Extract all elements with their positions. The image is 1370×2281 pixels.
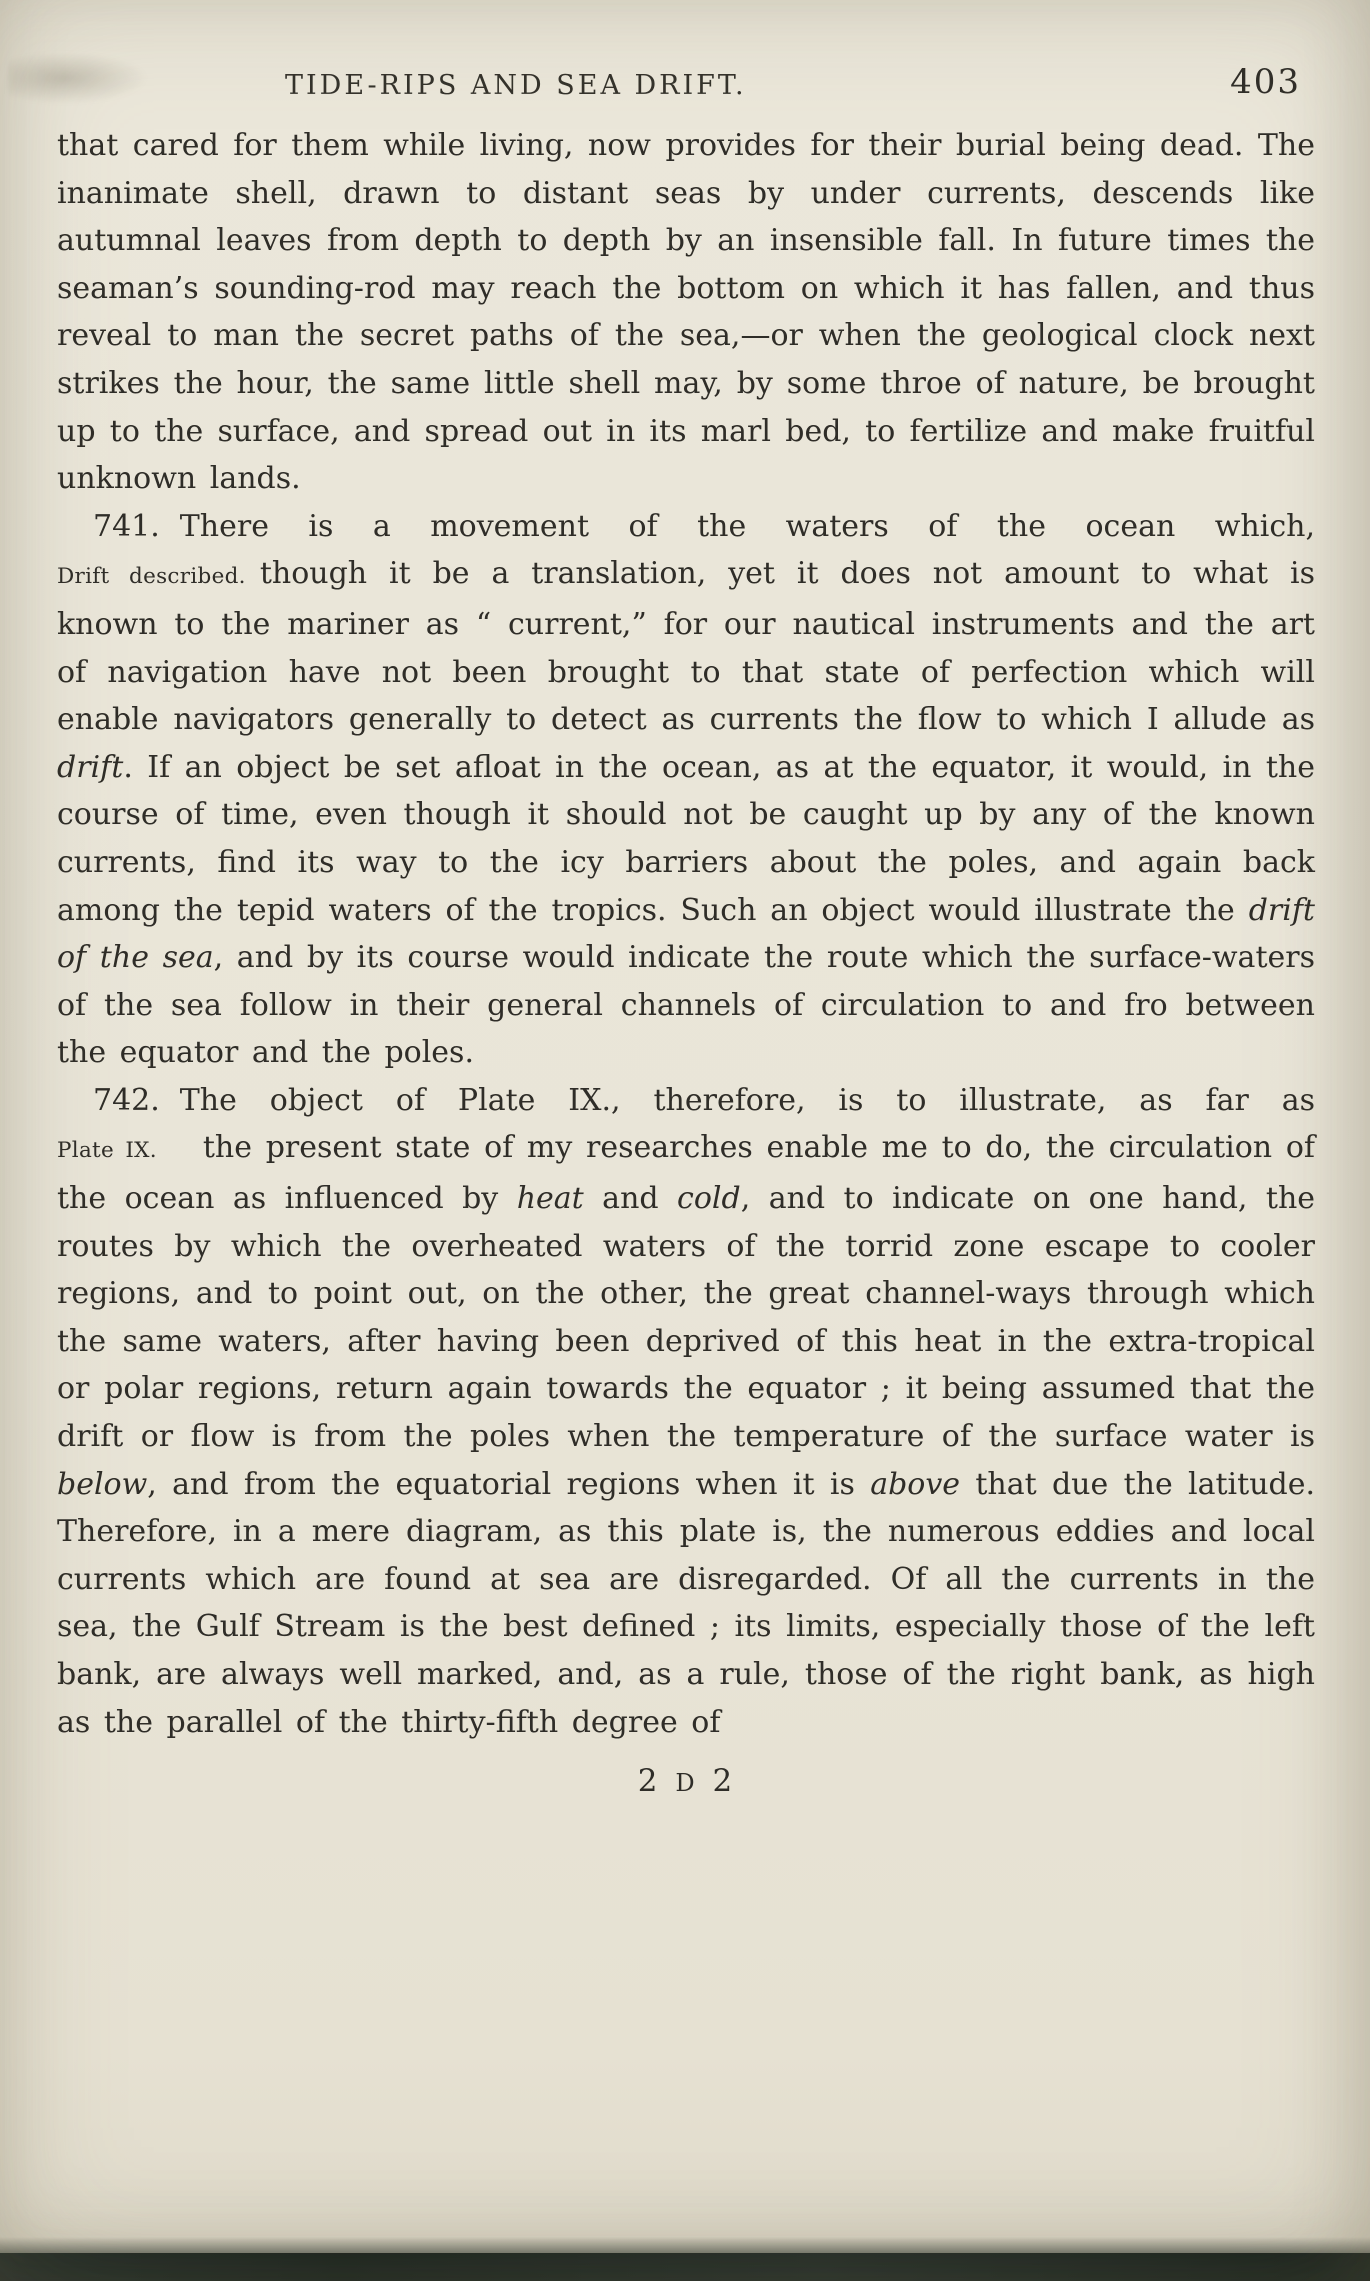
page-number: 403	[1230, 62, 1301, 102]
paragraph-742-body	[57, 1124, 1315, 1746]
paragraph-number: 742.	[93, 1082, 160, 1118]
paragraph-number: 741.	[93, 508, 160, 544]
running-title: TIDE-RIPS AND SEA DRIFT.	[285, 70, 747, 101]
paragraph-741-opening-text: There is a movement of the waters of the ocean which,	[179, 508, 1315, 544]
paragraph-741	[57, 503, 1315, 1077]
paragraph-741-first-line	[57, 503, 1315, 551]
paragraph-742	[57, 1077, 1315, 1746]
sidenote-plate-ix: Plate IX.	[57, 1138, 157, 1164]
page-body	[57, 122, 1315, 1808]
paragraph-continuation: that cared for them while living, now provides for their burial being dead. The inanimate shell, drawn to distant seas by under currents, descends like autumnal leaves from depth to depth by an insensible fall. In future times the seaman’s sounding-rod may reach the bottom on which it has fallen, and thus reveal to man the secret paths of the sea,—or when the geological clock next strikes the hour, the same little shell may, by some throe of nature, be brought up to the surface, and spread out in its marl bed, to fertilize and make fruitful unknown lands.	[57, 128, 1315, 497]
page-header	[57, 62, 1315, 114]
paragraph-741-body	[57, 550, 1315, 1077]
sidenote-drift-described: Drift described.	[57, 564, 246, 590]
scan-edge	[0, 2253, 1370, 2281]
paragraph-742-opening-text: The object of Plate IX., therefore, is to illustrate, as far as	[179, 1082, 1315, 1118]
paragraph-742-first-line	[57, 1077, 1315, 1125]
signature-mark: 2 D 2	[637, 1763, 735, 1800]
paragraph-742-text: the present state of my researches enable me to do, the circulation of the ocean as influenced by heat and cold, and to indicate on one hand, the routes by which the overheated waters of the torrid zone escape to cooler regions, and to point out, on the other, the great channel-ways through which the same waters, after having been deprived of this heat in the extra-tropical or polar regions, return again towards the equator ; it being assumed that the drift or flow is from the poles when the temperature of the surface water is below, and from the equatorial regions when it is above that due the latitude. Therefore, in a mere diagram, as this plate is, the numerous eddies and local currents which are found at sea are disregarded. Of all the currents in the sea, the Gulf Stream is the best defined ; its limits, especially those of the left bank, are always well marked, and, as a rule, those of the right bank, as high as the parallel of the thirty-fifth degree of	[57, 1130, 1316, 1740]
paragraph-741-text: though it be a translation, yet it does not amount to what is known to the mariner as “ current,” for our nautical instruments and the art of navigation have not been brought to that state of perfection which will enable navigators generally to detect as currents the flow to which I allude as drift. If an object be set afloat in the ocean, as at the equator, it would, in the course of time, even though it should not be caught up by any of the known currents, find its way to the icy barriers about the poles, and again back among the tepid waters of the tropics. Such an object would illustrate the drift of the sea, and by its course would indicate the route which the surface-waters of the sea follow in their general channels of circulation to and fro between the equator and the poles.	[57, 556, 1316, 1071]
